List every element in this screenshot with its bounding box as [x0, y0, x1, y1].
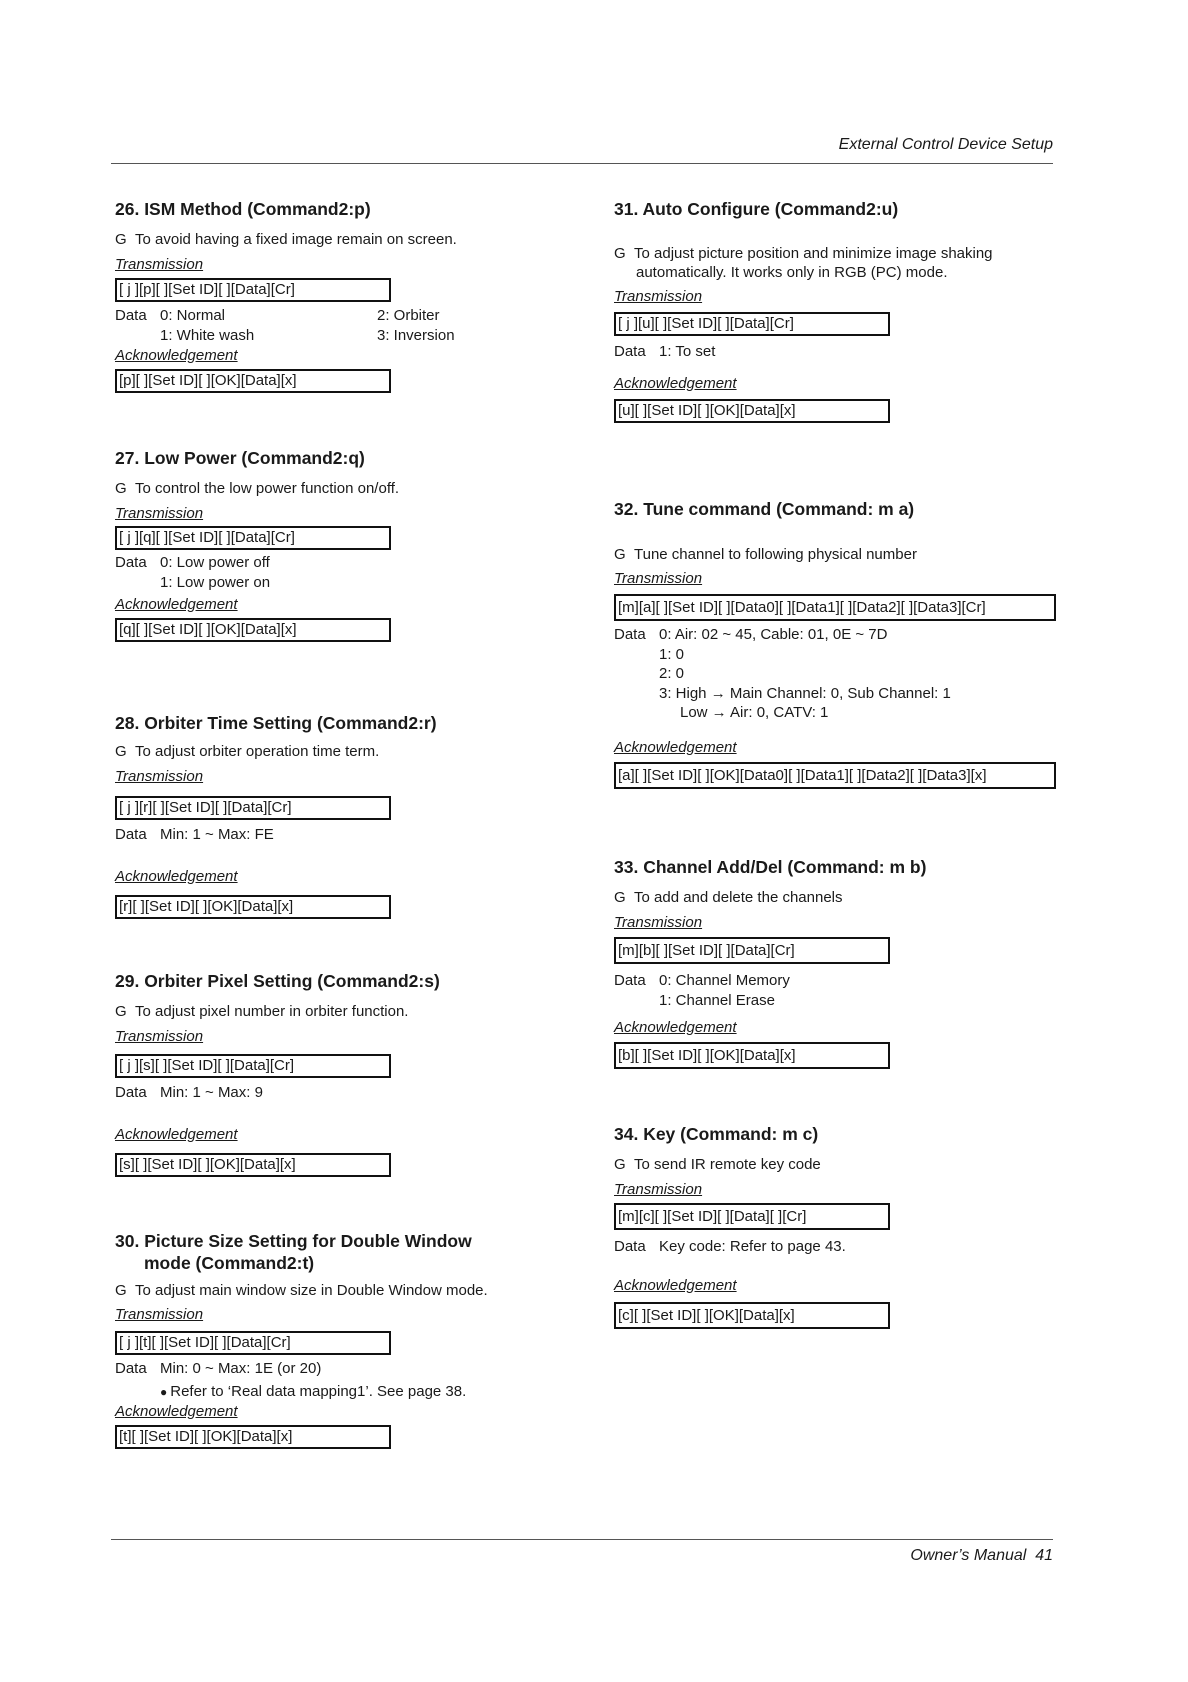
acknowledgement-label: Acknowledgement — [115, 1125, 238, 1143]
section-description: G To add and delete the channels — [614, 889, 843, 906]
header-rule — [111, 163, 1053, 164]
acknowledgement-command: [p][ ][Set ID][ ][OK][Data][x] — [115, 369, 391, 393]
section-27 — [115, 447, 535, 642]
data-row: Data 1: To set — [614, 343, 716, 360]
section-description: G To adjust picture position and minimize image shaking automatically. It works only in RGB (PC) mode. — [614, 245, 993, 281]
section-title: 28. Orbiter Time Setting (Command2:r) — [115, 713, 437, 733]
transmission-command: [ j ][s][ ][Set ID][ ][Data][Cr] — [115, 1054, 391, 1078]
data-row: Data 0: Low power off — [115, 554, 270, 571]
section-28 — [115, 712, 535, 919]
transmission-command: [m][b][ ][Set ID][ ][Data][Cr] — [614, 937, 890, 964]
data-row: Low → Air: 0, CATV: 1 — [680, 704, 829, 721]
data-row: Data Min: 1 ~ Max: FE — [115, 826, 274, 843]
section-title: 30. Picture Size Setting for Double Window mode (Command2:t) — [115, 1231, 472, 1273]
section-29 — [115, 970, 535, 1177]
g-marker: G — [115, 480, 127, 497]
section-title: 32. Tune command (Command: m a) — [614, 499, 915, 519]
transmission-label: Transmission — [115, 1028, 204, 1045]
transmission-command: [ j ][r][ ][Set ID][ ][Data][Cr] — [115, 796, 391, 820]
transmission-label: Transmission — [614, 570, 703, 587]
bullet-icon: ● — [160, 1384, 168, 1399]
transmission-command: [ j ][t][ ][Set ID][ ][Data][Cr] — [115, 1331, 391, 1355]
g-marker: G — [614, 245, 626, 262]
section-title: 33. Channel Add/Del (Command: m b) — [614, 857, 927, 877]
data-row: 1: 0 — [659, 645, 685, 663]
section-26 — [115, 198, 535, 393]
section-32 — [614, 498, 1064, 789]
g-marker: G — [115, 1282, 127, 1299]
acknowledgement-command: [r][ ][Set ID][ ][OK][Data][x] — [115, 895, 391, 919]
acknowledgement-command: [a][ ][Set ID][ ][OK][Data0][ ][Data1][ ][Data2][ ][Data3][x] — [614, 762, 1056, 789]
data-row: 1: White wash 3: Inversion — [160, 326, 455, 344]
section-title: 26. ISM Method (Command2:p) — [115, 199, 371, 219]
transmission-command: [m][c][ ][Set ID][ ][Data][ ][Cr] — [614, 1203, 890, 1230]
acknowledgement-label: Acknowledgement — [614, 738, 737, 756]
transmission-label: Transmission — [614, 914, 703, 931]
footer-rule — [111, 1539, 1053, 1540]
transmission-command: [ j ][u][ ][Set ID][ ][Data][Cr] — [614, 312, 890, 336]
section-34 — [614, 1123, 1064, 1329]
data-row: 1: Low power on — [160, 573, 271, 591]
section-title: 31. Auto Configure (Command2:u) — [614, 199, 899, 219]
acknowledgement-command: [s][ ][Set ID][ ][OK][Data][x] — [115, 1153, 391, 1177]
data-row: Data Min: 1 ~ Max: 9 — [115, 1084, 263, 1101]
data-row: 3: High → Main Channel: 0, Sub Channel: 1 — [659, 684, 951, 702]
section-description: G Tune channel to following physical number — [614, 546, 917, 563]
section-description: G To avoid having a fixed image remain on screen. — [115, 231, 457, 248]
transmission-command: [ j ][q][ ][Set ID][ ][Data][Cr] — [115, 526, 391, 550]
section-description: G To control the low power function on/off. — [115, 480, 400, 497]
acknowledgement-label: Acknowledgement — [115, 596, 238, 613]
section-title: 34. Key (Command: m c) — [614, 1124, 819, 1144]
transmission-label: Transmission — [614, 1181, 703, 1198]
acknowledgement-command: [q][ ][Set ID][ ][OK][Data][x] — [115, 618, 391, 642]
section-description: G To adjust orbiter operation time term. — [115, 743, 380, 760]
section-description: G To adjust pixel number in orbiter function. — [115, 1003, 409, 1020]
section-title: 27. Low Power (Command2:q) — [115, 448, 365, 468]
data-row: 2: 0 — [659, 665, 685, 682]
data-note: ● Refer to ‘Real data mapping1’. See page 38. — [160, 1382, 467, 1400]
data-row: Data Min: 0 ~ Max: 1E (or 20) — [115, 1360, 322, 1377]
g-marker: G — [614, 546, 626, 563]
section-title: 29. Orbiter Pixel Setting (Command2:s) — [115, 971, 440, 991]
section-description: G To adjust main window size in Double Window mode. — [115, 1282, 488, 1299]
data-row: Data 0: Channel Memory — [614, 972, 790, 989]
page-header: External Control Device Setup — [838, 136, 1053, 153]
transmission-label: Transmission — [115, 768, 204, 785]
transmission-label: Transmission — [115, 505, 204, 522]
data-row: 1: Channel Erase — [659, 991, 775, 1009]
acknowledgement-label: Acknowledgement — [115, 867, 238, 885]
page-footer: Owner’s Manual 41 — [910, 1547, 1053, 1564]
acknowledgement-label: Acknowledgement — [115, 1402, 238, 1420]
g-marker: G — [614, 889, 626, 906]
acknowledgement-command: [u][ ][Set ID][ ][OK][Data][x] — [614, 399, 890, 423]
section-31 — [614, 198, 1064, 423]
g-marker: G — [115, 1003, 127, 1020]
transmission-label: Transmission — [614, 288, 703, 305]
transmission-label: Transmission — [115, 256, 204, 273]
acknowledgement-label: Acknowledgement — [614, 1276, 737, 1294]
g-marker: G — [115, 231, 127, 248]
section-description: G To send IR remote key code — [614, 1156, 821, 1173]
acknowledgement-command: [b][ ][Set ID][ ][OK][Data][x] — [614, 1042, 890, 1069]
transmission-command: [ j ][p][ ][Set ID][ ][Data][Cr] — [115, 278, 391, 302]
acknowledgement-label: Acknowledgement — [614, 1019, 737, 1036]
g-marker: G — [614, 1156, 626, 1173]
acknowledgement-command: [c][ ][Set ID][ ][OK][Data][x] — [614, 1302, 890, 1329]
data-row: Data 0: Air: 02 ~ 45, Cable: 01, 0E ~ 7D — [614, 626, 888, 643]
acknowledgement-label: Acknowledgement — [614, 374, 737, 392]
transmission-command: [m][a][ ][Set ID][ ][Data0][ ][Data1][ ][Data2][ ][Data3][Cr] — [614, 594, 1056, 621]
section-33 — [614, 856, 1064, 1069]
data-row: Data Key code: Refer to page 43. — [614, 1238, 846, 1255]
data-row: Data 0: Normal 2: Orbiter — [115, 307, 440, 324]
g-marker: G — [115, 743, 127, 760]
acknowledgement-command: [t][ ][Set ID][ ][OK][Data][x] — [115, 1425, 391, 1449]
transmission-label: Transmission — [115, 1306, 204, 1323]
section-30 — [115, 1230, 535, 1449]
acknowledgement-label: Acknowledgement — [115, 347, 238, 364]
